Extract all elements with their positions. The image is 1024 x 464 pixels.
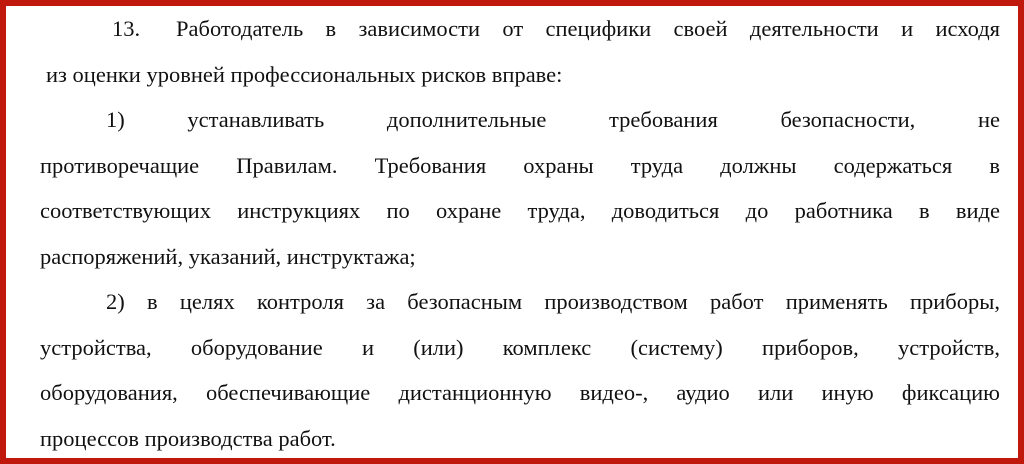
item-2 bbox=[40, 279, 1000, 461]
item-2-line-1: 2) в целях контроля за безопасным производством работ применять приборы, bbox=[106, 289, 1000, 314]
item-1-line-4: распоряжений, указаний, инструктажа; bbox=[40, 243, 416, 269]
clause-number: 13. bbox=[112, 16, 141, 41]
clause-13-line-2: из оценки уровней профессиональных рисков вправе: bbox=[46, 61, 563, 87]
item-2-line-4: процессов производства работ. bbox=[40, 425, 336, 451]
document-body bbox=[40, 6, 1000, 461]
item-2-line-2: устройства, оборудование и (или) комплекс (систему) приборов, устройств, bbox=[40, 334, 1000, 360]
item-1-line-2: противоречащие Правилам. Требования охраны труда должны содержаться в bbox=[40, 152, 1000, 178]
clause-13 bbox=[40, 6, 1000, 97]
item-1 bbox=[40, 97, 1000, 279]
clause-13-line-1 bbox=[40, 6, 1000, 52]
item-1-line-3: соответствующих инструкциях по охране труда, доводиться до работника в виде bbox=[40, 198, 1000, 223]
item-1-line-1: 1) устанавливать дополнительные требования безопасности, не bbox=[106, 107, 1000, 132]
item-2-line-3: оборудования, обеспечивающие дистанционную видео-, аудио или иную фиксацию bbox=[40, 380, 1000, 405]
clause-13-text: Работодатель в зависимости от специфики своей деятельности и исходя bbox=[176, 16, 1000, 41]
